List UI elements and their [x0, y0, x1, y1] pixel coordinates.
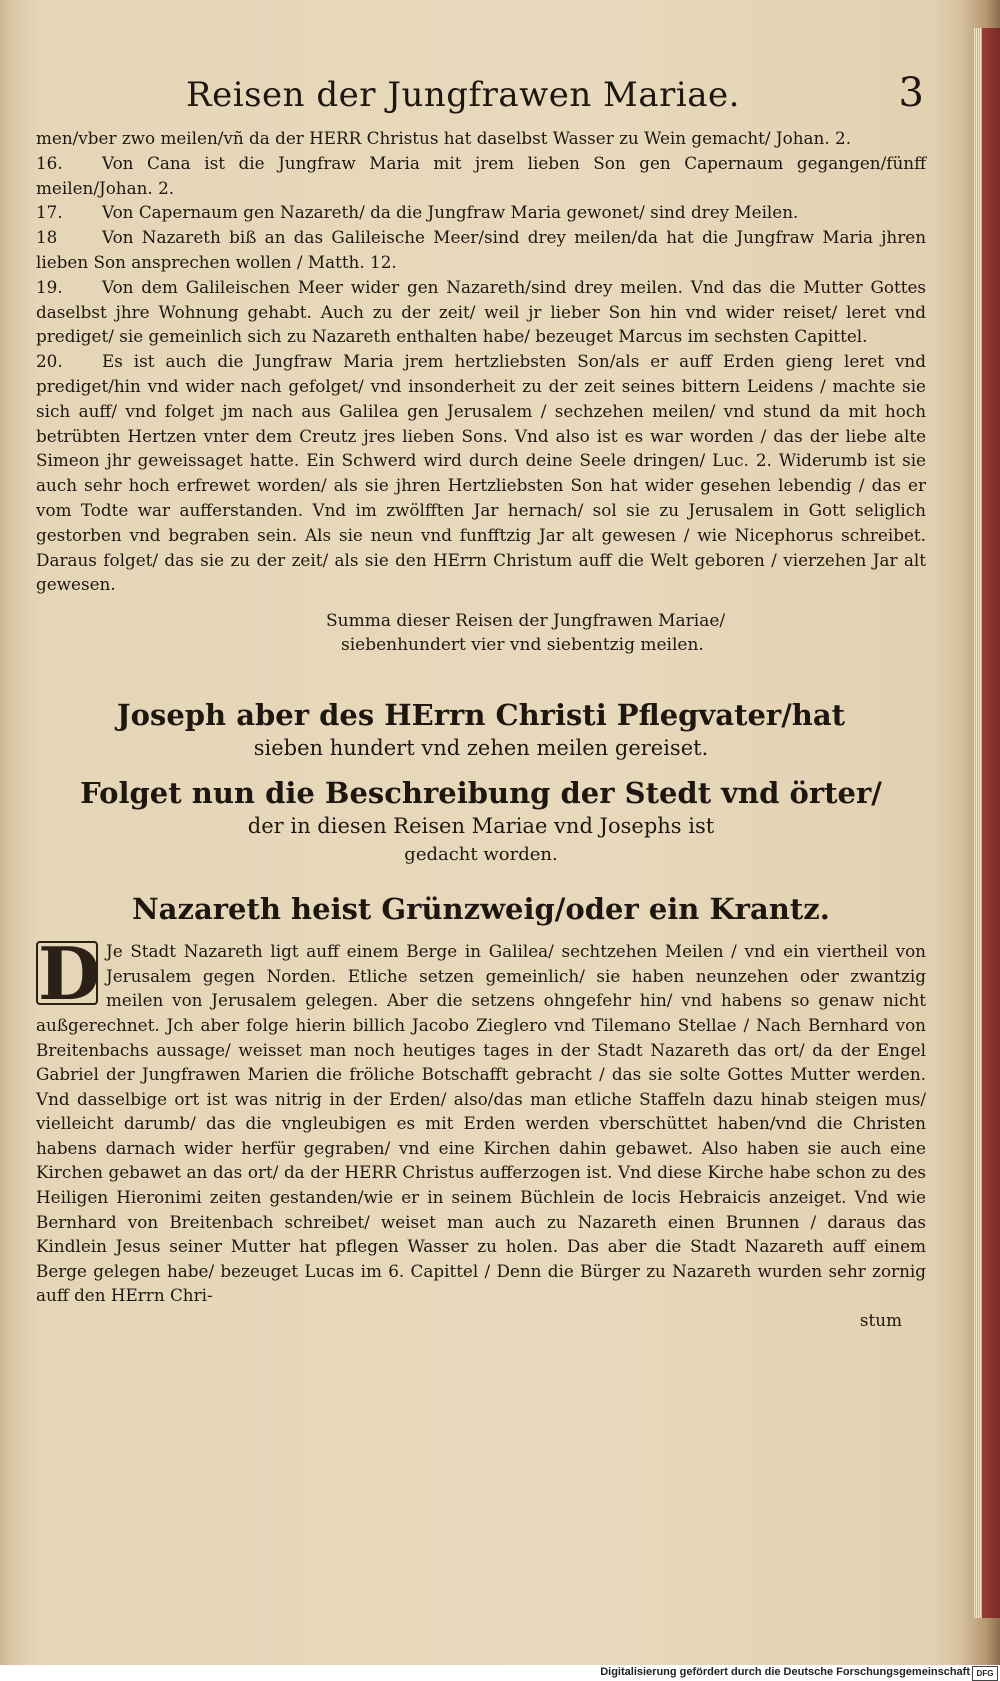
paragraph-text: Von Nazareth biß an das Galileische Meer/sind drey meilen/da hat die Jungfraw Maria jhren lieben Son ansprechen wollen / Matth. 12.: [36, 227, 926, 272]
paragraph: [36, 151, 926, 201]
paragraph-number: 19.: [36, 276, 63, 297]
nazareth-heading: Nazareth heist Grünzweig/oder ein Krantz.: [132, 892, 830, 927]
heading-line: sieben hundert vnd zehen meilen gereiset.: [253, 736, 709, 761]
paragraph-text: Von Cana ist die Jungfraw Maria mit jrem lieben Son gen Capernaum gegangen/fünff meilen/Johan. 2.: [36, 152, 926, 198]
paragraph: [36, 225, 926, 275]
book-page: [36, 70, 926, 1332]
heading-line: der in diesen Reisen Mariae vnd Josephs ist: [247, 814, 715, 839]
paragraph: [36, 275, 926, 349]
itinerary-text: [36, 126, 926, 597]
summary: [36, 609, 926, 657]
running-head: Reisen der Jungfrawen Mariae.: [186, 75, 740, 115]
description-heading: [36, 775, 926, 869]
paragraph-text: Von Capernaum gen Nazareth/ da die Jungfraw Maria gewonet/ sind drey Meilen.: [102, 202, 799, 223]
paragraph-number: 17.: [36, 202, 63, 223]
page-number: 3: [898, 70, 924, 116]
funding-credit: Digitalisierung gefördert durch die Deutsche Forschungsgemeinschaft: [600, 1666, 970, 1678]
nazareth-paragraph: Je Stadt Nazareth ligt auff einem Berge in Galilea/ sechtzehen Meilen / vnd ein viertheil von Jerusalem gegen Norden. Etliche setzen gemeinlich/ sie haben neunzehen oder zwantzig meilen von Jerusalem gelegen. Aber die setzens ohngefehr hin/ vnd habens so genaw nicht außgerechnet. Jch aber folge hierin billich Jacobo Zieglero vnd Tilemano Stellae / Nach Bernhard von Breitenbachs aussage/ weisset man noch heutiges tages in der Stadt Nazareth das ort/ da der Engel Gabriel der Jungfrawen Marien die fröliche Botschafft gebracht / das sie solte Gottes Mutter werden. Vnd dasselbige ort ist was nitrig in der Erden/ also/das man etliche Staffeln dazu hinab steigen mus/ vielleicht darumb/ das die vngleubigen es mit Erden werden vberschüttet haben/vnd die Christen habens darnach wider herfür gegraben/ vnd eine Kirchen dahin gebawet. Also haben sie auch eine Kirchen gebawet an das ort/ da der HERR Christus aufferzogen ist. Vnd diese Kirche habe schon zu des Heiligen Hieronimi zeiten gestanden/wie er in seinem Büchlein de locis Hebraicis anzeiget. Vnd wie Bernhard von Breitenbach schreibet/ weiset man auch zu Nazareth einen Brunnen / daraus das Kindlein Jesus seiner Mutter hat pflegen Wasser zu holen. Das aber die Stadt Nazareth auff einem Berge gelegen habe/ bezeuget Lucas im 6. Capittel / Denn die Bürger zu Nazareth wurden sehr zornig auff den HErrn Chri-: [36, 941, 926, 1306]
paragraph-text: Es ist auch die Jungfraw Maria jrem hertzliebsten Son/als er auff Erden gieng leret vnd prediget/hin vnd wider nach gefolget/ vnd insonderheit zu der zeit seines bittern Leidens / machte sie sich auff/ vnd folget jm nach aus Galilea gen Jerusalem / sechzehen meilen/ vnd stund da mit hoch betrübten Hertzen vnter dem Creutz jres lieben Sons. Vnd also ist es war worden / das der liebe alte Simeon jhr geweissaget hatte. Ein Schwerd wird durch deine Seele dringen/ Luc. 2. Widerumb ist sie auch sehr hoch erfrewet worden/ als sie jhren Hertzliebsten Son hat wider gesehen lebendig / das er vom Todte war aufferstanden. Vnd im zwölfften Jar hernach/ sol sie zu Jerusalem in Gott seliglich gestorben vnd begraben sein. Als sie neun vnd funfftzig Jar alt gewesen / wie Nicephorus schreibet. Daraus folget/ das sie zu der zeit/ als sie den HErrn Christum auff die Welt geboren / vierzehen Jar alt gewesen.: [36, 351, 926, 595]
nazareth-text: [36, 931, 926, 1308]
paragraph-number: 20.: [36, 351, 63, 372]
paragraph-text: Von dem Galileischen Meer wider gen Nazareth/sind drey meilen. Vnd das die Mutter Gottes daselbst jhre Wohnung gehabt. Auch zu der zeit/ weil jr lieber Son hin vnd wider reiset/ leret vnd prediget/ sie gemeinlich sich zu Nazareth enthalten habe/ bezeuget Marcus im sechsten Capittel.: [36, 276, 926, 347]
heading-line: Folget nun die Beschreibung der Stedt vnd örter/: [80, 776, 882, 811]
heading-line: gedacht worden.: [404, 844, 558, 866]
nazareth-section: [36, 891, 926, 1332]
joseph-heading: [36, 697, 926, 763]
page-header: [36, 70, 926, 116]
summary-line: Summa dieser Reisen der Jungfrawen Mariae/: [326, 611, 726, 632]
paragraph: [36, 200, 926, 225]
paragraph-text: men/vber zwo meilen/vñ da der HERR Christus hat daselbst Wasser zu Wein gemacht/ Johan. 2.: [36, 128, 852, 148]
dfg-logo-icon: DFG: [972, 1666, 998, 1681]
dropcap-initial: D: [38, 931, 101, 1017]
digitization-footer: [0, 1665, 1000, 1681]
paragraph: [36, 126, 926, 151]
page-edges: [974, 28, 982, 1618]
paragraph-number: 16.: [36, 152, 63, 173]
summary-line: siebenhundert vier vnd siebentzig meilen.: [341, 635, 704, 656]
catchword: stum: [859, 1310, 902, 1331]
heading-line: Joseph aber des HErrn Christi Pflegvater/hat: [116, 698, 846, 733]
paragraph: [36, 349, 926, 597]
paragraph-number: 18: [36, 227, 58, 248]
book-spine: [982, 28, 1000, 1618]
